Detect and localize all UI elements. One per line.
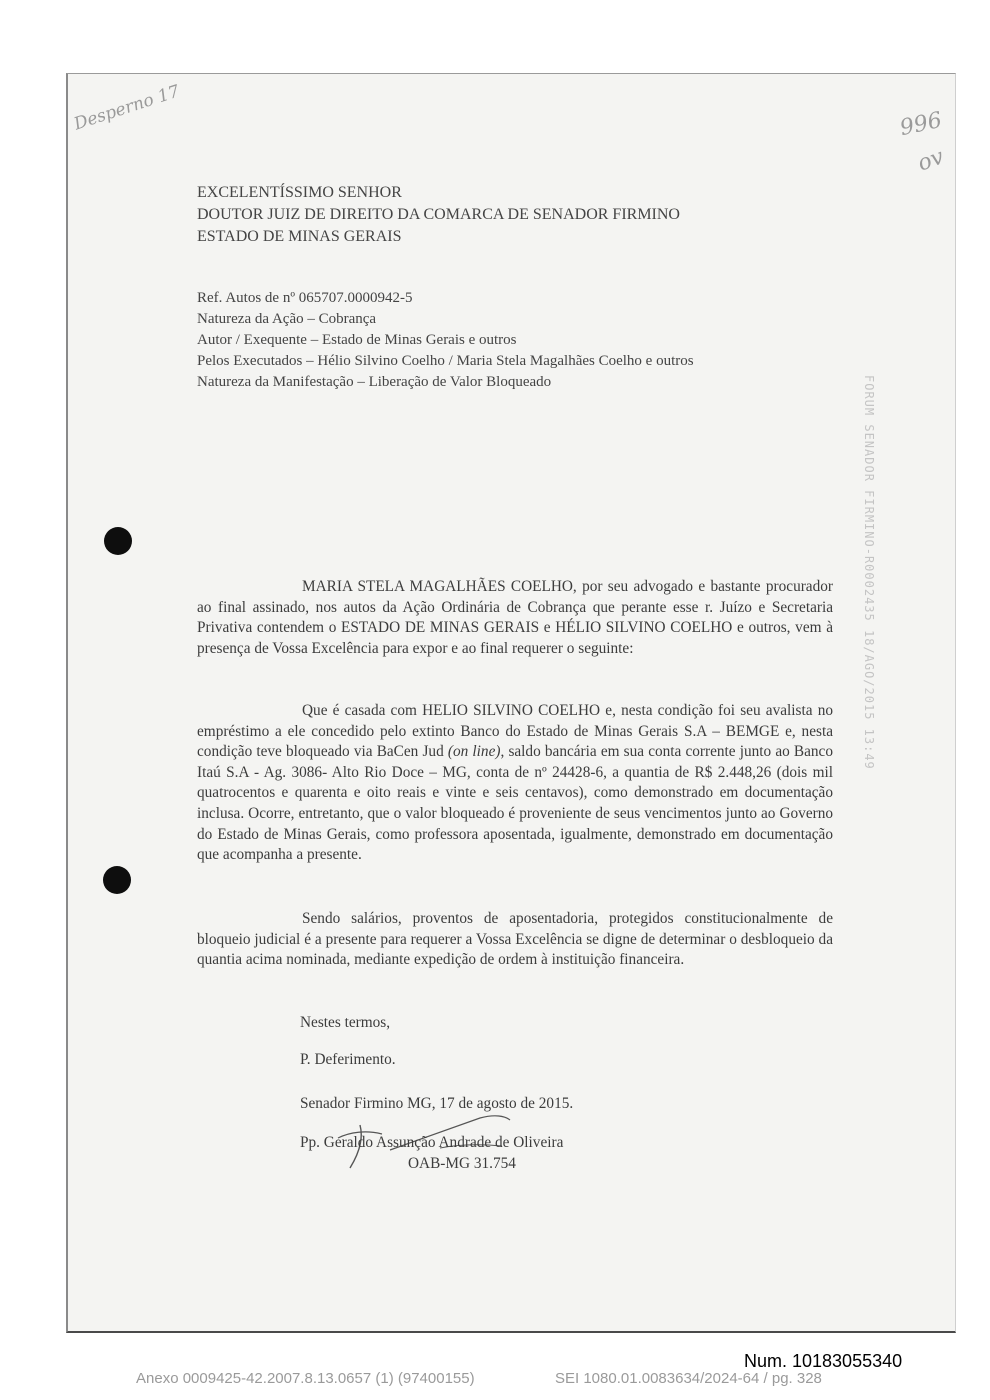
- paragraph-3-text: Sendo salários, proventos de aposentadoria, protegidos constitucionalmente de bloqueio judicial é a presente para requerer a Vossa Excelência se digne de determinar o desbloqueio da quantia acima nominada, mediante expedição de ordem à instituição financeira.: [197, 910, 833, 969]
- header-line-1: EXCELENTÍSSIMO SENHOR: [197, 184, 402, 201]
- punch-hole-top: [104, 527, 132, 555]
- case-reference: [197, 288, 694, 393]
- paragraph-2-italic: (on line): [447, 743, 501, 761]
- paragraph-1: [197, 577, 833, 659]
- handwritten-note-top-left: Desperno 17: [71, 81, 183, 135]
- paragraph-2: [197, 701, 833, 866]
- closing-deferral: P. Deferimento.: [300, 1051, 396, 1068]
- handwritten-initials: ov: [914, 144, 948, 177]
- punch-hole-bottom: [103, 866, 131, 894]
- handwritten-page-number: 996: [897, 107, 945, 142]
- protocol-stamp: FORUM SENADOR FIRMINO-R0002435 18/AGO/2015 13:49: [862, 375, 876, 770]
- ref-author: Autor / Exequente – Estado de Minas Gerais e outros: [197, 332, 517, 348]
- ref-nature: Natureza da Ação – Cobrança: [197, 311, 377, 327]
- paragraph-2-text-b: , saldo bancária em sua conta corrente junto ao Banco Itaú S.A - Ag. 3086- Alto Rio Doce – MG, conta de nº 24428-6, a quantia de R$ 2.448,26 (dois mil quatrocentos e quarenta e oito reais e vinte e seis centavos), como demonstrado em documentação inclusa. Ocorre, entretanto, que o valor bloqueado é proveniente de seus vencimentos junto ao Governo do Estado de Minas Gerais, como professora aposentada, igualmente, demonstrado em documentação que acompanha a presente.: [197, 743, 833, 864]
- closing-place-date: Senador Firmino MG, 17 de agosto de 2015.: [300, 1095, 574, 1112]
- document-number: Num. 10183055340: [744, 1351, 903, 1371]
- ref-case-number: Ref. Autos de nº 065707.0000942-5: [197, 290, 413, 306]
- paragraph-1-text: MARIA STELA MAGALHÃES COELHO, por seu advogado e bastante procurador ao final assinado, nos autos da Ação Ordinária de Cobrança que perante esse r. Juízo e Secretaria Privativa contendem o ESTADO DE MINAS GERAIS e HÉLIO SILVINO COELHO e outros, vem à presença de Vossa Excelência para expor e ao final requerer o seguinte:: [197, 578, 833, 657]
- ref-manifestation: Natureza da Manifestação – Liberação de Valor Bloqueado: [197, 374, 552, 390]
- closing-terms: Nestes termos,: [300, 1014, 391, 1031]
- signatory-oab: OAB-MG 31.754: [408, 1155, 516, 1172]
- sei-reference: SEI 1080.01.0083634/2024-64 / pg. 328: [555, 1370, 822, 1387]
- header-line-2: DOUTOR JUIZ DE DIREITO DA COMARCA DE SENADOR FIRMINO: [197, 206, 680, 223]
- signatory-name: Pp. Geraldo Assunção Andrade de Oliveira: [300, 1134, 564, 1151]
- paragraph-3: [197, 909, 833, 971]
- annex-reference: Anexo 0009425-42.2007.8.13.0657 (1) (97400155): [136, 1370, 475, 1387]
- header-line-3: ESTADO DE MINAS GERAIS: [197, 228, 402, 245]
- paragraph-2-text-a: Que é casada com HELIO SILVINO COELHO e, nesta condição foi seu avalista no empréstimo a ele concedido pelo extinto Banco do Estado de Minas Gerais S.A – BEMGE e, nesta condição teve bloqueado via BaCen Jud: [197, 702, 833, 761]
- ref-defendants: Pelos Executados – Hélio Silvino Coelho / Maria Stela Magalhães Coelho e outros: [197, 353, 694, 369]
- addressee-header: [197, 182, 680, 248]
